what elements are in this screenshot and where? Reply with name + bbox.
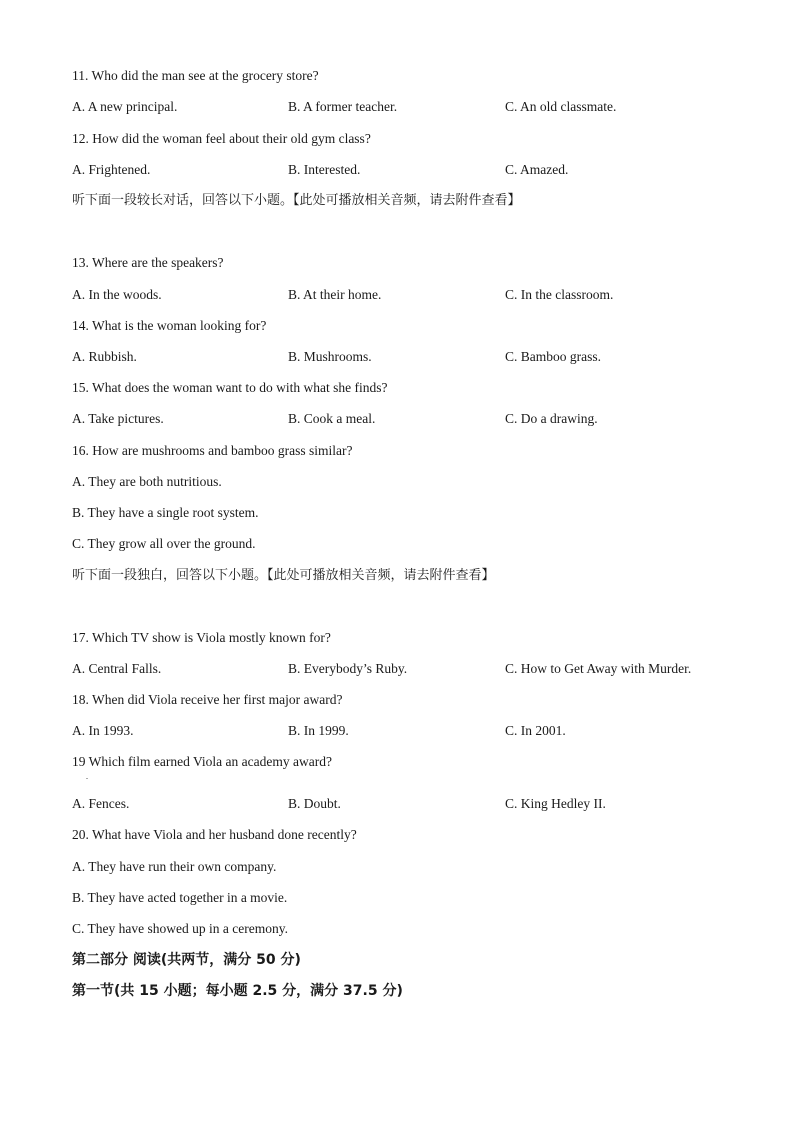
q13-option-a: A. In the woods.	[72, 287, 162, 302]
q11-text: 11. Who did the man see at the grocery store?	[72, 68, 319, 83]
section-heading: 第二部分 阅读(共两节，满分 50 分)	[72, 952, 301, 968]
q19-text: 19 Which film earned Viola an academy award?	[72, 754, 332, 769]
q12-option-b: B. Interested.	[288, 162, 361, 177]
q19-option-c: C. King Hedley II.	[505, 796, 606, 811]
instruction-dialogue: 听下面一段较长对话，回答以下小题。【此处可播放相关音频，请去附件查看】	[72, 193, 521, 208]
q20-option-c: C. They have showed up in a ceremony.	[72, 921, 288, 936]
q19-option-a: A. Fences.	[72, 796, 130, 811]
q12-text: 12. How did the woman feel about their old gym class?	[72, 131, 371, 146]
q14-option-b: B. Mushrooms.	[288, 349, 372, 364]
q12-option-a: A. Frightened.	[72, 162, 151, 177]
q15-option-b: B. Cook a meal.	[288, 411, 376, 426]
q18-option-b: B. In 1999.	[288, 723, 349, 738]
q16-option-c: C. They grow all over the ground.	[72, 536, 256, 551]
q16-option-a: A. They are both nutritious.	[72, 474, 222, 489]
q16-option-b: B. They have a single root system.	[72, 505, 259, 520]
q18-option-c: C. In 2001.	[505, 723, 566, 738]
q13-text: 13. Where are the speakers?	[72, 255, 224, 270]
q17-option-c: C. How to Get Away with Murder.	[505, 661, 692, 676]
q18-option-a: A. In 1993.	[72, 723, 134, 738]
q11-option-c: C. An old classmate.	[505, 99, 617, 114]
q15-option-c: C. Do a drawing.	[505, 411, 598, 426]
subsection-heading: 第一节(共 15 小题；每小题 2.5 分，满分 37.5 分)	[72, 983, 403, 999]
q11-option-a: A. A new principal.	[72, 99, 178, 114]
q17-option-b: B. Everybody’s Ruby.	[288, 661, 408, 676]
q20-option-a: A. They have run their own company.	[72, 859, 277, 874]
q18-text: 18. When did Viola receive her first major award?	[72, 692, 343, 707]
q17-text: 17. Which TV show is Viola mostly known for?	[72, 630, 331, 645]
q14-option-c: C. Bamboo grass.	[505, 349, 601, 364]
q16-text: 16. How are mushrooms and bamboo grass similar?	[72, 443, 353, 458]
q20-text: 20. What have Viola and her husband done recently?	[72, 827, 357, 842]
q11-option-b: B. A former teacher.	[288, 99, 398, 114]
q14-option-a: A. Rubbish.	[72, 349, 137, 364]
q13-option-c: C. In the classroom.	[505, 287, 614, 302]
q15-option-a: A. Take pictures.	[72, 411, 164, 426]
q19-dot-mark: .	[86, 772, 88, 781]
q17-option-a: A. Central Falls.	[72, 661, 162, 676]
q13-option-b: B. At their home.	[288, 287, 382, 302]
q19-option-b: B. Doubt.	[288, 796, 341, 811]
q14-text: 14. What is the woman looking for?	[72, 318, 267, 333]
q15-text: 15. What does the woman want to do with what she finds?	[72, 380, 388, 395]
q12-option-c: C. Amazed.	[505, 162, 569, 177]
q20-option-b: B. They have acted together in a movie.	[72, 890, 288, 905]
instruction-monologue: 听下面一段独白，回答以下小题。【此处可播放相关音频，请去附件查看】	[72, 568, 495, 583]
